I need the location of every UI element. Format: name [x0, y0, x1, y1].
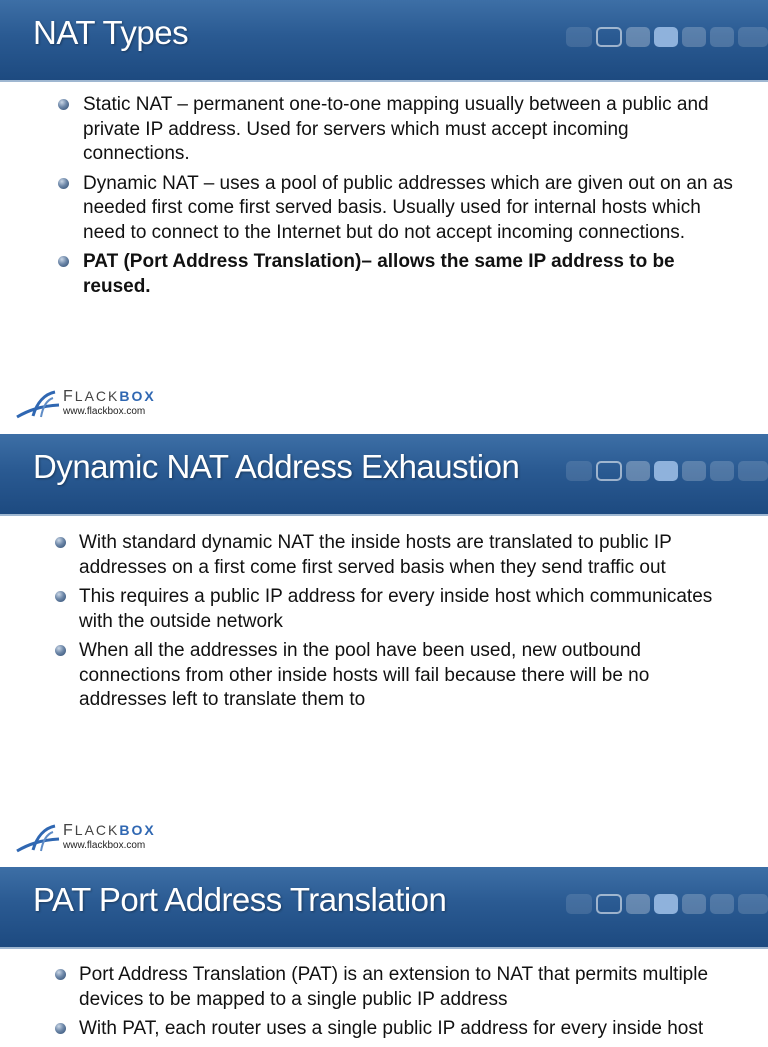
slide-pat	[0, 867, 768, 1039]
flackbox-logo-icon	[15, 390, 61, 420]
nav-dot	[596, 27, 622, 47]
nav-dot	[710, 894, 734, 914]
bullet-icon	[55, 969, 66, 980]
nav-dot	[682, 27, 706, 47]
nav-dot	[710, 461, 734, 481]
nav-dot-active	[654, 461, 678, 481]
list-item	[0, 1017, 768, 1042]
list-item	[0, 93, 768, 167]
bullet-icon	[55, 591, 66, 602]
bullet-icon	[58, 178, 69, 189]
list-item	[0, 639, 768, 713]
nav-dot	[710, 27, 734, 47]
bullet-list	[0, 93, 768, 304]
nav-dot	[738, 461, 768, 481]
list-item-text: Dynamic NAT – uses a pool of public addresses which are given out on an as needed first come first served basis. Usually used for internal hosts which need to connect to the Internet but do not accept incoming connections.	[83, 172, 733, 243]
nav-dot	[566, 461, 592, 481]
slide-nat-types	[0, 0, 768, 432]
slide-header	[0, 0, 768, 82]
slide-dynamic-nat-exhaustion	[0, 434, 768, 866]
nav-dot	[738, 27, 768, 47]
nav-dots	[566, 27, 768, 49]
list-item	[0, 172, 768, 246]
nav-dot	[566, 894, 592, 914]
bullet-icon	[58, 256, 69, 267]
list-item-text: This requires a public IP address for every inside host which communicates with the outside network	[79, 586, 713, 632]
slide-title: Dynamic NAT Address Exhaustion	[33, 448, 520, 485]
nav-dot-active	[654, 27, 678, 47]
nav-dot	[626, 894, 650, 914]
nav-dot	[596, 461, 622, 481]
list-item-text: Port Address Translation (PAT) is an extension to NAT that permits multiple devices to be mapped to a single public IP address	[79, 964, 709, 1010]
nav-dot-active	[654, 894, 678, 914]
list-item	[0, 585, 768, 634]
nav-dot	[738, 894, 768, 914]
nav-dots	[566, 894, 768, 916]
list-item-text: With PAT, each router uses a single public IP address for every inside host	[79, 1018, 704, 1039]
flackbox-logo	[15, 388, 185, 422]
slide-header	[0, 434, 768, 516]
list-item-text: When all the addresses in the pool have been used, new outbound connections from other inside hosts will fail because there will be no addresses left to translate them to	[79, 640, 650, 710]
flackbox-logo	[15, 822, 185, 856]
list-item	[0, 531, 768, 580]
bullet-list	[0, 531, 768, 718]
nav-dot	[682, 894, 706, 914]
bullet-icon	[55, 537, 66, 548]
logo-url: www.flackbox.com	[63, 840, 146, 851]
list-item	[0, 963, 768, 1012]
list-item	[0, 250, 768, 299]
logo-url: www.flackbox.com	[63, 406, 146, 417]
nav-dot	[566, 27, 592, 47]
logo-brand: FLACKBOX	[63, 822, 156, 839]
nav-dot	[626, 27, 650, 47]
nav-dot	[596, 894, 622, 914]
nav-dots	[566, 461, 768, 483]
list-item-text: With standard dynamic NAT the inside hosts are translated to public IP addresses on a first come first served basis when they send traffic out	[79, 532, 672, 578]
slide-header	[0, 867, 768, 949]
nav-dot	[682, 461, 706, 481]
slide-title: PAT Port Address Translation	[33, 881, 447, 918]
flackbox-logo-icon	[15, 824, 61, 854]
nav-dot	[626, 461, 650, 481]
slide-title: NAT Types	[33, 14, 189, 51]
bullet-icon	[55, 1023, 66, 1034]
bullet-list	[0, 963, 768, 1047]
bullet-icon	[58, 99, 69, 110]
list-item-text: PAT (Port Address Translation)– allows the same IP address to be reused.	[83, 251, 675, 297]
bullet-icon	[55, 645, 66, 656]
list-item-text: Static NAT – permanent one-to-one mapping usually between a public and private IP address. Used for servers which must accept incoming connections.	[83, 94, 709, 164]
logo-brand: FLACKBOX	[63, 388, 156, 405]
